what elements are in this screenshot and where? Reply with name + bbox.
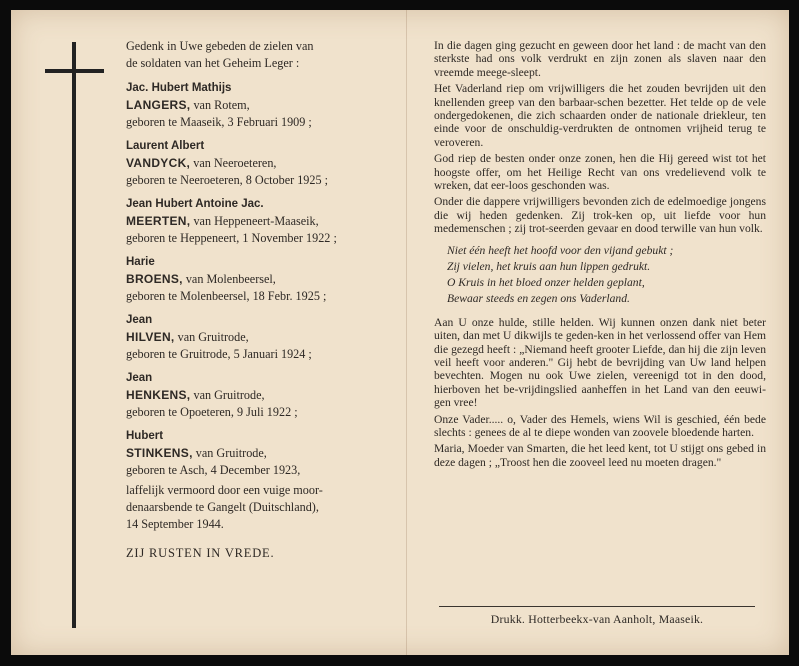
soldier-first-names: Harie [126, 256, 155, 268]
soldier-origin: van Rotem, [190, 98, 250, 112]
soldier-entry [126, 312, 402, 363]
soldier-first-names: Jean [126, 372, 153, 384]
prayer-paragraph: Onder die dappere vrijwilligers bevonden zich de edelmoedige jongens die wij heden gedenken. Zij trok-ken op, uit liefde voor hun medemenschen ; zij trot-seerden gevaar en dood terwille van hun volk. [434, 195, 766, 236]
soldier-birth: geboren te Molenbeersel, 18 Febr. 1925 ; [126, 289, 327, 303]
soldier-entry [126, 196, 402, 247]
closing-line: laffelijk vermoord door een vuige moor- [126, 483, 323, 497]
soldier-first-names: Jean Hubert Antoine Jac. [126, 198, 264, 210]
soldier-surname: HILVEN, [126, 330, 175, 344]
soldier-birth: geboren te Maaseik, 3 Februari 1909 ; [126, 115, 312, 129]
prayer-paragraph: Het Vaderland riep om vrijwilligers die het zouden bevrijden uit den knellenden greep van den barbaar-schen bezetter. Het telde op de vele ondergedokenen, die zich schaarden onder de nationale driekleur, ten einde voor de onschuldig-verdrukten de ontnomen vrijheid terug te veroveren. [434, 82, 766, 149]
soldier-first-names: Hubert [126, 430, 164, 442]
poem [447, 243, 766, 306]
soldier-birth: geboren te Heppeneert, 1 November 1922 ; [126, 231, 337, 245]
soldier-first-names: Laurent Albert [126, 140, 205, 152]
rest-in-peace: ZIJ RUSTEN IN VREDE. [126, 546, 275, 560]
soldier-entry [126, 138, 402, 189]
poem-line: Bewaar steeds en zegen ons Vaderland. [447, 291, 630, 305]
soldier-birth: geboren te Gruitrode, 5 Januari 1924 ; [126, 347, 312, 361]
soldier-surname: MEERTEN, [126, 214, 191, 228]
prayer-paragraph: Aan U onze hulde, stille helden. Wij kunnen onzen dank niet beter uiten, dan met U dikwijls te geden-ken in het verlossend offer van Hem die gezegd heeft : „Niemand heeft grooter Liefde, dan hij die zijn leven veil heeft voor anderen." Gij hebt de bevrijding van Uw land helpen bevechten. Mogen nu ook Uwe zielen, vereenigd tot in den dood, hierboven het be-vrijdingslied aanheffen in het Land van den eeuwi-gen vree! [434, 315, 766, 410]
soldier-surname: VANDYCK, [126, 156, 191, 170]
right-column [434, 39, 766, 472]
soldier-first-names: Jean [126, 314, 153, 326]
printer-credit: Drukk. Hotterbeekx-van Aanholt, Maaseik. [490, 612, 704, 626]
soldier-first-names: Jac. Hubert Mathijs [126, 82, 232, 94]
soldier-surname: STINKENS, [126, 446, 193, 460]
soldier-origin: van Gruitrode, [192, 446, 267, 460]
soldier-birth: geboren te Neeroeteren, 8 October 1925 ; [126, 173, 329, 187]
printer-divider [439, 606, 755, 607]
soldier-birth: geboren te Opoeteren, 9 Juli 1922 ; [126, 405, 298, 419]
closing-date: 14 September 1944. [126, 517, 224, 531]
soldier-origin: van Molenbeersel, [182, 272, 276, 286]
prayer-paragraph: Onze Vader..... o, Vader des Hemels, wiens Wil is geschied, één bede slechts : genees de al te diepe wonden van zoovele bloedende harten. [434, 412, 766, 439]
intro-line: de soldaten van het Geheim Leger : [126, 56, 300, 70]
poem-line: O Kruis in het bloed onzer helden geplant, [447, 275, 645, 289]
closing-line: denaarsbende te Gangelt (Duitschland), [126, 500, 319, 514]
soldier-birth: geboren te Asch, 4 December 1923, [126, 463, 301, 477]
cross-icon [72, 42, 76, 628]
cross-icon-bar [45, 69, 104, 73]
soldier-entry [126, 80, 402, 131]
left-column [126, 38, 402, 562]
soldier-origin: van Gruitrode, [190, 388, 265, 402]
prayer-paragraph: God riep de besten onder onze zonen, hen die Hij gereed wist tot het hoogste offer, om het Heilige Recht van ons vredelievend volk te wreken, dat eer-loos geschonden was. [434, 152, 766, 193]
prayer-paragraph: In die dagen ging gezucht en geween door het land : de macht van den sterkste had ons volk verdrukt en zijn zonen als slaven naar den vreemde meege-sleept. [434, 39, 766, 79]
intro-line: Gedenk in Uwe gebeden de zielen van [126, 39, 314, 53]
soldier-surname: BROENS, [126, 272, 183, 286]
soldier-entry [126, 254, 402, 305]
card-fold-line [406, 10, 407, 655]
poem-line: Niet één heeft het hoofd voor den vijand gebukt ; [447, 243, 674, 257]
soldier-surname: LANGERS, [126, 98, 191, 112]
soldier-origin: van Heppeneert-Maaseik, [190, 214, 319, 228]
prayer-paragraph: Maria, Moeder van Smarten, die het leed kent, tot U stijgt ons gebed in deze dagen ; „Troost hen die zooveel leed nu moeten dragen." [434, 442, 766, 469]
soldier-origin: van Gruitrode, [174, 330, 249, 344]
soldier-origin: van Neeroeteren, [190, 156, 277, 170]
memorial-card [11, 10, 789, 655]
soldier-entry [126, 428, 402, 479]
poem-line: Zij vielen, het kruis aan hun lippen gedrukt. [447, 259, 651, 273]
soldier-surname: HENKENS, [126, 388, 191, 402]
soldier-entry [126, 370, 402, 421]
